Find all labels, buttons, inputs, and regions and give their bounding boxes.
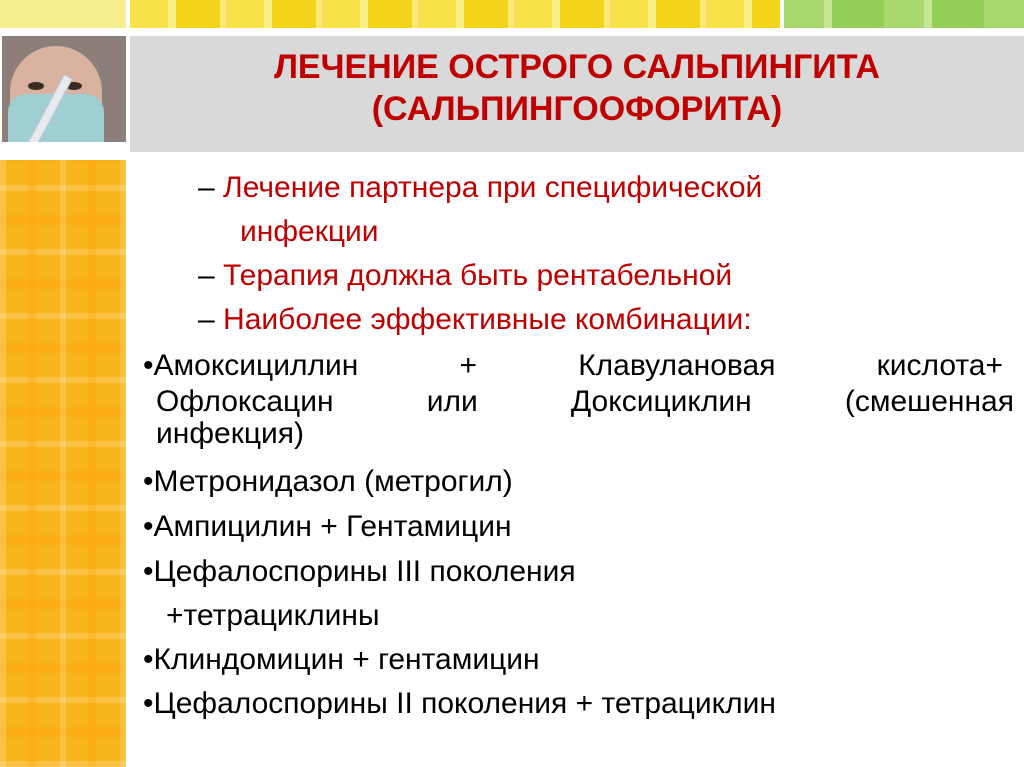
bullet-cephalosporins-iii: •Цефалоспорины III поколения (143, 555, 576, 588)
bullet-ampicillin: •Ампицилин + Гентамицин (143, 510, 512, 543)
dash-item-combinations: – Наиболее эффективные комбинации: (198, 303, 752, 336)
bullet-metronidazole: •Метронидазол (метрогил) (143, 465, 513, 498)
bullet-cephalosporins-iii-cont: +тетрациклины (166, 599, 380, 632)
bullet-cephalosporins-ii: •Цефалоспорины II поколения + тетрациклин (143, 687, 776, 720)
strip-segment-light (0, 0, 126, 28)
strip-segment-green (784, 0, 1024, 28)
dash-item-cost-effective: – Терапия должна быть рентабельной (198, 259, 733, 292)
plaid-sidebar (0, 160, 126, 767)
strip-segment-yellow (130, 0, 780, 28)
bullet-amoxicillin-line-1: •Амоксициллин + Клавулановая кислота+ (143, 349, 1003, 382)
doctor-with-thermometer-photo (2, 36, 126, 142)
bullet-amoxicillin-line-3: инфекция) (156, 417, 304, 450)
slide-title-line-2: (САЛЬПИНГООФОРИТА) (371, 90, 783, 128)
slide-title (130, 46, 1024, 130)
dash-item-partner: – Лечение партнера при специфической (198, 171, 763, 204)
bullet-clindamycin: •Клиндомицин + гентамицин (143, 643, 540, 676)
top-decorative-strip (0, 0, 1024, 28)
bullet-amoxicillin-line-2: Офлоксацин или Доксициклин (смешенная (156, 385, 1014, 418)
slide-title-line-1: ЛЕЧЕНИЕ ОСТРОГО САЛЬПИНГИТА (274, 48, 880, 86)
dash-item-partner-cont: инфекции (240, 215, 379, 248)
